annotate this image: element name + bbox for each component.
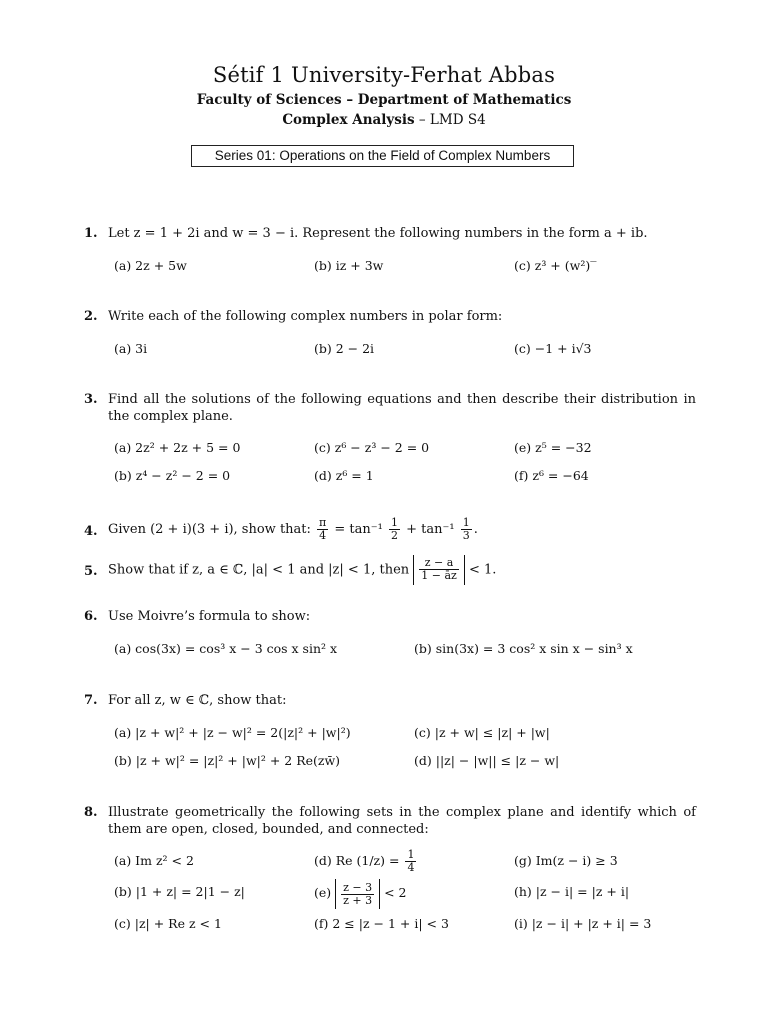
exercise-3-item-b: (b) z⁴ − z² − 2 = 0 [114, 468, 231, 483]
fraction-numerator: z − 3 [343, 880, 373, 894]
exercise-8-item-e [314, 878, 407, 909]
fraction-denominator: 4 [407, 861, 415, 874]
exercise-3 [84, 391, 696, 427]
exercise-number: 8. [84, 805, 98, 820]
equation-part: = tan⁻¹ [330, 522, 387, 537]
exercise-8-item-c: (c) |z| + Re z < 1 [114, 916, 222, 931]
exercise-1-item-c: (c) z³ + (w²)‾ [514, 258, 597, 273]
university-title: Sétif 1 University-Ferhat Abbas [212, 63, 556, 87]
exercise-8-item-b: (b) |1 + z| = 2|1 − z| [114, 884, 245, 899]
exercise-2-item-c: (c) −1 + i√3 [514, 341, 592, 356]
exercise-number: 6. [84, 609, 98, 624]
exercise-statement: Find all the solutions of the following equations and then describe their distribution in the complex plane. [108, 392, 696, 424]
fraction-one-third [461, 517, 472, 542]
statement-text: Given (2 + i)(3 + i), show that: [108, 522, 316, 537]
fraction-denominator: 1 − āz [421, 569, 457, 582]
fraction-denominator: z + 3 [343, 893, 373, 907]
exercise-statement [108, 515, 696, 545]
fraction-numerator: 1 [407, 848, 415, 861]
exercise-7-item-b: (b) |z + w|² = |z|² + |w|² + 2 Re(zw̄) [114, 753, 341, 768]
exercise-number: 2. [84, 309, 98, 324]
exercise-number: 5. [84, 564, 98, 579]
exercise-number: 3. [84, 392, 98, 407]
fraction-numerator: π [319, 516, 327, 529]
exercise-7-item-d: (d) ||z| − |w|| ≤ |z − w| [414, 753, 560, 768]
exercise-8-item-g: (g) Im(z − i) ≥ 3 [514, 853, 618, 868]
exercise-3-item-e: (e) z⁵ = −32 [514, 440, 592, 455]
fraction-one-quarter [405, 849, 416, 874]
exercise-6-item-a: (a) cos(3x) = cos³ x − 3 cos x sin² x [114, 641, 338, 656]
exercise-8-item-f: (f) 2 ≤ |z − 1 + i| < 3 [314, 916, 449, 931]
exercise-6-item-b: (b) sin(3x) = 3 cos² x sin x − sin³ x [414, 641, 633, 656]
fraction-pi-over-4 [317, 517, 328, 542]
fraction-denominator: 4 [319, 529, 327, 542]
course-level: – LMD S4 [414, 112, 486, 128]
exercise-3-item-f: (f) z⁶ = −64 [514, 468, 589, 483]
course-line [0, 112, 768, 128]
exercise-1-item-b: (b) iz + 3w [314, 258, 384, 273]
statement-text: < 1. [464, 562, 497, 578]
exercise-3-item-d: (d) z⁶ = 1 [314, 468, 374, 483]
equation-part: + tan⁻¹ [401, 522, 459, 537]
exercise-8-item-h: (h) |z − i| = |z + i| [514, 884, 630, 899]
exercise-2-item-b: (b) 2 − 2i [314, 341, 375, 356]
exercise-1-item-a: (a) 2z + 5w [114, 258, 187, 273]
fraction-numerator: 1 [390, 516, 398, 529]
fraction-denominator: 2 [390, 529, 398, 542]
item-text: (e) [314, 885, 336, 900]
exercise-7-item-c: (c) |z + w| ≤ |z| + |w| [414, 725, 550, 740]
exercise-8 [84, 804, 696, 840]
exercise-statement: Let z = 1 + 2i and w = 3 − i. Represent the following numbers in the form a + ib. [108, 226, 648, 241]
exercise-statement: Illustrate geometrically the following sets in the complex plane and identify which of them are open, closed, bounded, and connected: [108, 805, 696, 837]
item-text: (d) Re (1/z) = [314, 853, 404, 868]
exercise-number: 7. [84, 693, 98, 708]
series-title-box: Series 01: Operations on the Field of Complex Numbers [191, 145, 574, 167]
item-text: < 2 [380, 885, 407, 900]
exercise-number: 1. [84, 226, 98, 241]
exercise-3-item-c: (c) z⁶ − z³ − 2 = 0 [314, 440, 430, 455]
exercise-statement: Use Moivre’s formula to show: [108, 609, 311, 624]
exercise-2-item-a: (a) 3i [114, 341, 148, 356]
fraction-numerator: 1 [462, 516, 470, 529]
fraction [419, 557, 459, 582]
absolute-value [413, 555, 465, 585]
statement-text: Show that if z, a ∈ ℂ, |a| < 1 and |z| < 1, then [108, 562, 414, 578]
fraction-denominator: 3 [462, 529, 470, 542]
course-name: Complex Analysis [282, 112, 415, 128]
exercise-8-item-a: (a) Im z² < 2 [114, 853, 194, 868]
exercise-3-item-a: (a) 2z² + 2z + 5 = 0 [114, 440, 241, 455]
exercise-8-item-d [314, 848, 418, 874]
fraction-one-half [389, 517, 400, 542]
exercise-number: 4. [84, 524, 98, 539]
equation-part: . [473, 522, 478, 537]
absolute-value [335, 879, 380, 909]
exercise-statement: Write each of the following complex numbers in polar form: [108, 309, 503, 324]
faculty-line: Faculty of Sciences – Department of Mathematics [196, 92, 572, 108]
exercise-7-item-a: (a) |z + w|² + |z − w|² = 2(|z|² + |w|²) [114, 725, 351, 740]
fraction [341, 882, 374, 907]
exercise-statement [108, 555, 696, 586]
exercise-statement: For all z, w ∈ ℂ, show that: [108, 693, 287, 708]
fraction-numerator: z − a [419, 557, 459, 570]
exercise-8-item-i: (i) |z − i| + |z + i| = 3 [514, 916, 652, 931]
